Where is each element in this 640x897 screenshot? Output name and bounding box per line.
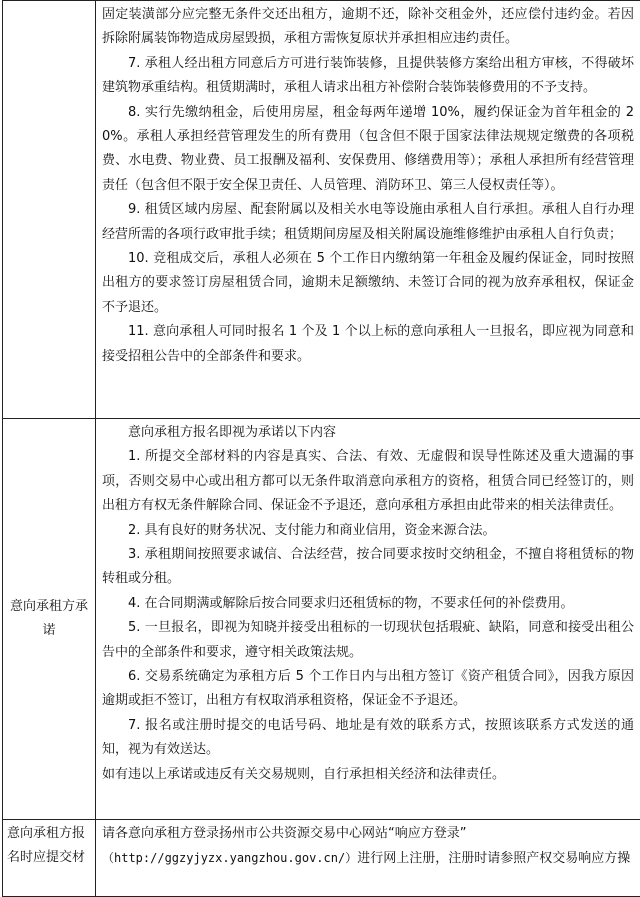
- row-label: [3, 1, 95, 3]
- row-label-cell: [3, 419, 96, 820]
- registration-instruction: 请各意向承租方登录扬州市公共资源交易中心网站“响应方登录”: [102, 820, 634, 846]
- row-content-cell: [96, 820, 640, 897]
- lease-term-paragraph: 9. 租赁区域内房屋、配套附属以及相关水电等设施由承租人自行承担。承租人自行办理经营所需的各项行政审批手续；租赁期间房屋及相关附属设施维修维护由承租人自行负责；: [102, 198, 634, 247]
- registration-instruction: [102, 846, 634, 871]
- table-row: [3, 1, 640, 419]
- commitment-item: 2. 具有良好的财务状况、支付能力和商业信用，资金来源合法。: [102, 519, 634, 543]
- registration-content: [96, 820, 640, 872]
- commitment-item: 7. 报名或注册时提交的电话号码、地址是有效的联系方式，按照该联系方式发送的通知，视为有效送达。: [102, 714, 634, 763]
- lease-term-paragraph: 10. 竞租成交后，承租人必须在 5 个工作日内缴纳第一年租金及履约保证金，同时按照出租方的要求签订房屋租赁合同，逾期未足额缴纳、未签订合同的视为放弃承租权，保证金不予退还。: [102, 247, 634, 320]
- document-table: [2, 0, 640, 897]
- commitment-intro: 意向承租方报名即视为承诺以下内容: [102, 419, 634, 445]
- row-content-cell: [96, 1, 640, 419]
- lease-terms-content: [96, 1, 640, 369]
- row-label-cell: [3, 1, 96, 419]
- commitment-item: 6. 交易系统确定为承租方后 5 个工作日内与出租方签订《资产租赁合同》，因我方原因逾期或拒不签订，出租方有权取消承租资格，保证金不予退还。: [102, 665, 634, 714]
- lease-term-paragraph: 固定装潢部分应完整无条件交还出租方，逾期不还，除补交租金外，还应偿付违约金。若因拆除附属装饰物造成房屋毁损，承租方需恢复原状并承担相应违约责任。: [102, 1, 634, 52]
- commitment-item: 5. 一旦报名，即视为知晓并接受出租标的一切现状包括瑕疵、缺陷，同意和接受出租公告中的全部条件和要求，遵守相关政策法规。: [102, 616, 634, 665]
- lease-term-paragraph: 8. 实行先缴纳租金，后使用房屋，租金每两年递增 10%，履约保证金为首年租金的 20%。承租人承担经营管理发生的所有费用（包含但不限于国家法律法规规定缴费的各项税费、水电费、物业费、员工报酬及福利、安保费用、修缮费用等）；承租人承担所有经营管理责任（包含但不限于安全保卫责任、人员管理、消防环卫、第三人侵权责任等）。: [102, 101, 634, 199]
- table-row: [3, 820, 640, 897]
- commitment-item: 4. 在合同期满或解除后按合同要求归还租赁标的物，不要求任何的补偿费用。: [102, 592, 634, 616]
- website-url[interactable]: （http://ggzyjyzx.yangzhou.gov.cn/）: [102, 851, 357, 865]
- commitment-item: 1. 所提交全部材料的内容是真实、合法、有效、无虚假和误导性陈述及重大遗漏的事项，否则交易中心或出租方都可以无条件取消意向承租方的资格，租赁合同已经签订的，则出租方有权无条件解除合同、保证金不予退还，意向承租方承担由此带来的相关法律责任。: [102, 445, 634, 518]
- table-row: [3, 419, 640, 820]
- registration-instruction-text: 进行网上注册，注册时请参照产权交易响应方操: [357, 851, 630, 866]
- commitment-content: [96, 419, 640, 787]
- row-content-cell: [96, 419, 640, 820]
- commitment-closing: 如有违以上承诺或违反有关交易规则，自行承担相关经济和法律责任。: [102, 763, 634, 787]
- lease-term-paragraph: 7. 承租人经出租方同意后方可进行装饰装修，且提供装修方案给出租方审核，不得破坏建筑物承重结构。租赁期满时，承租人请求出租方补偿附合装饰装修费用的不予支持。: [102, 52, 634, 101]
- row-label-cell: [3, 820, 96, 897]
- lease-term-paragraph: 11. 意向承租人可同时报名 1 个及 1 个以上标的意向承租人一旦报名，即应视为同意和接受招租公告中的全部条件和要求。: [102, 320, 634, 369]
- row-label: 意向承租方承诺: [3, 595, 95, 643]
- commitment-item: 3. 承租期间按照要求诚信、合法经营，按合同要求按时交纳租金，不擅自将租赁标的物转租或分租。: [102, 543, 634, 592]
- row-label: 意向承租方报名时应提交材: [3, 820, 95, 870]
